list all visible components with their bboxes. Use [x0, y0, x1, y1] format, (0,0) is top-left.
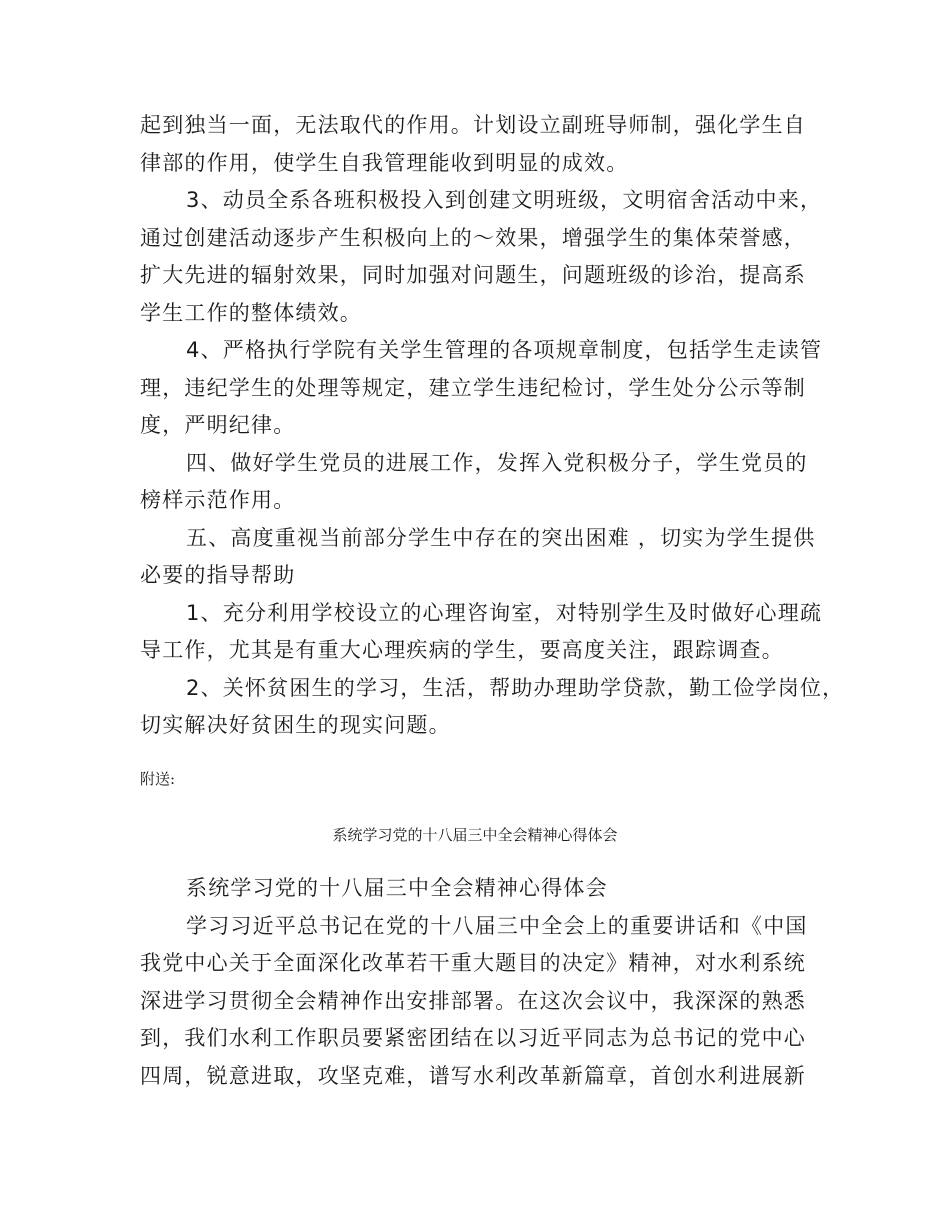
article-heading: 系统学习党的十八届三中全会精神心得体会: [186, 876, 608, 900]
text-line: 通过创建活动逐步产生积极向上的～效果，增强学生的集体荣誉感，: [140, 225, 806, 250]
text-line: 必要的指导帮助: [140, 563, 296, 587]
text-line: 理，违纪学生的处理等规定，建立学生违纪检讨，学生处分公示等制: [140, 375, 806, 400]
text-line: 度，严明纪律。: [140, 413, 296, 437]
paragraph-start: 4、严格执行学院有关学生管理的各项规章制度，包括学生走读管: [186, 338, 823, 362]
section-heading: 五、高度重视当前部分学生中存在的突出困难 ，切实为学生提供: [186, 525, 816, 550]
appendix-label: 附送:: [140, 770, 176, 788]
text-line: 导工作，尤其是有重大心理疾病的学生，要高度关注，跟踪调查。: [140, 638, 784, 662]
text-line: 切实解决好贫困生的现实问题。: [140, 713, 451, 737]
text-line: 起到独当一面，无法取代的作用。计划设立副班导师制，强化学生自: [140, 113, 806, 137]
body-text-section-1: [140, 107, 845, 745]
paragraph-start: 2、关怀贫困生的学习，生活，帮助办理助学贷款，勤工俭学岗位，: [186, 675, 845, 700]
text-line: 我党中心关于全面深化改革若干重大题目的决定》精神，对水利系统: [140, 951, 806, 975]
paragraph-start: 3、动员全系各班积极投入到创建文明班级，文明宿舍活动中来，: [186, 188, 823, 212]
text-line: 学生工作的整体绩效。: [140, 300, 362, 325]
text-line: 到，我们水利工作职员要紧密团结在以习近平同志为总书记的党中心: [140, 1026, 806, 1050]
text-line: 律部的作用，使学生自我管理能收到明显的成效。: [140, 150, 629, 175]
text-line: 扩大先进的辐射效果，同时加强对问题生，问题班级的诊治，提高系: [140, 263, 806, 287]
text-line: 深进学习贯彻全会精神作出安排部署。在这次会议中，我深深的熟悉: [140, 988, 806, 1013]
paragraph-start: 学习习近平总书记在党的十八届三中全会上的重要讲话和《中国: [186, 913, 808, 938]
text-line: 榜样示范作用。: [140, 488, 296, 512]
paragraph-start: 1、充分利用学校设立的心理咨询室，对特别学生及时做好心理疏: [186, 600, 823, 625]
text-line: 四周，锐意进取，攻坚克难，谱写水利改革新篇章，首创水利进展新: [140, 1063, 806, 1088]
section-heading: 四、做好学生党员的进展工作，发挥入党积极分子，学生党员的: [186, 450, 808, 475]
body-text-section-2: [140, 870, 820, 1095]
appendix-title: 系统学习党的十八届三中全会精神心得体会: [332, 826, 618, 844]
